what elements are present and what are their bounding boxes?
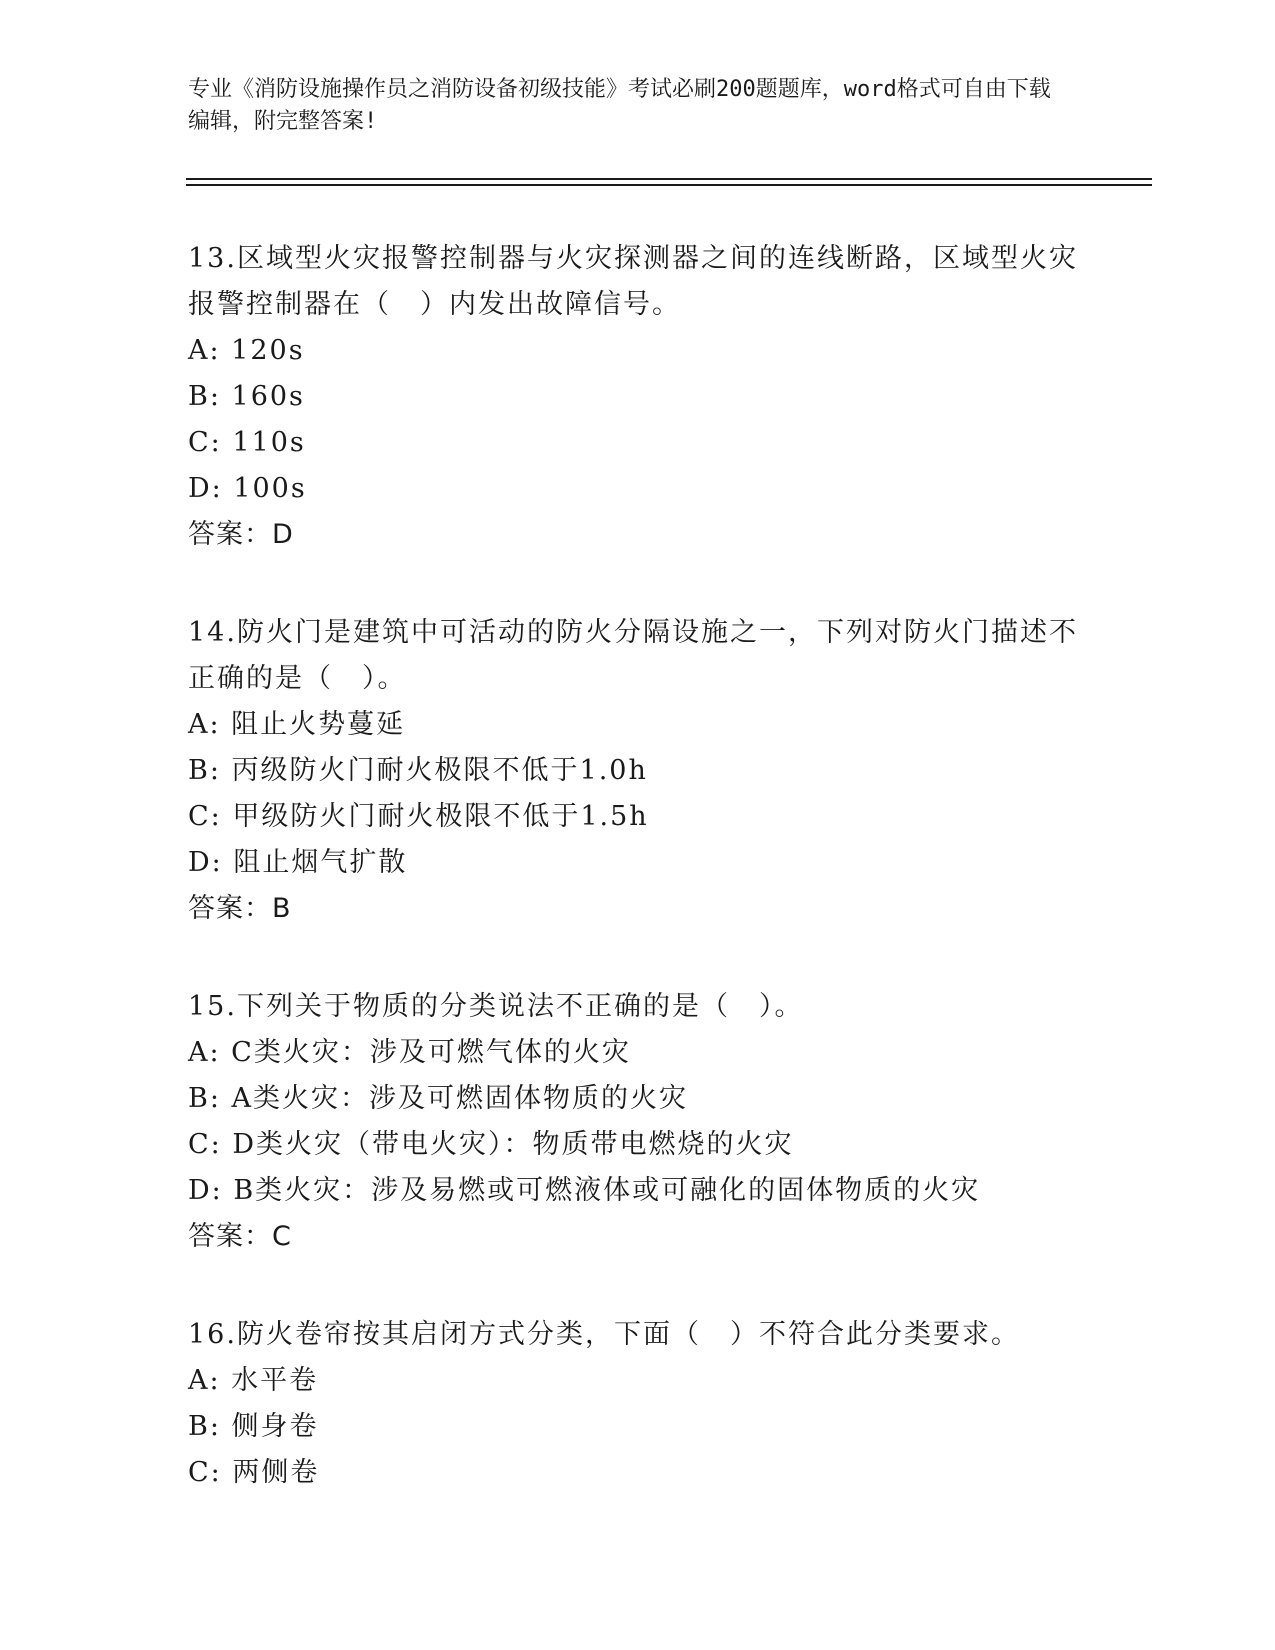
answer-line: 答案：B (188, 893, 292, 924)
question-16 (188, 1312, 1088, 1496)
option-b: B: 侧身卷 (188, 1411, 319, 1442)
header-rule-bottom (186, 184, 1152, 186)
question-text: 13.区域型火灾报警控制器与火灾探测器之间的连线断路，区域型火灾报警控制器在（ ）内发出故障信号。 (188, 243, 1078, 320)
question-14 (188, 610, 1088, 932)
answer-line: 答案：D (188, 519, 294, 550)
option-c: C: 甲级防火门耐火极限不低于1.5h (188, 801, 649, 832)
option-d: D: B类火灾：涉及易燃或可燃液体或可融化的固体物质的火灾 (188, 1175, 981, 1206)
option-a: A: C类火灾：涉及可燃气体的火灾 (188, 1037, 631, 1068)
option-a: A: 水平卷 (188, 1365, 319, 1396)
document-header: 专业《消防设施操作员之消防设备初级技能》考试必刷200题题库，word格式可自由下载编辑，附完整答案! (188, 77, 1051, 134)
option-b: B: 丙级防火门耐火极限不低于1.0h (188, 755, 648, 786)
option-b: B: A类火灾：涉及可燃固体物质的火灾 (188, 1083, 689, 1114)
question-15 (188, 984, 1088, 1260)
option-c: C: 110s (188, 427, 306, 458)
option-d: D: 100s (188, 473, 307, 504)
answer-line: 答案：C (188, 1221, 292, 1252)
question-text: 16.防火卷帘按其启闭方式分类，下面（ ）不符合此分类要求。 (188, 1319, 1020, 1350)
question-text: 14.防火门是建筑中可活动的防火分隔设施之一，下列对防火门描述不正确的是（ ）。 (188, 617, 1078, 694)
question-list (188, 236, 1088, 1548)
option-a: A: 120s (188, 335, 305, 366)
option-c: C: 两侧卷 (188, 1457, 320, 1488)
option-a: A: 阻止火势蔓延 (188, 709, 406, 740)
option-c: C: D类火灾（带电火灾）：物质带电燃烧的火灾 (188, 1129, 794, 1160)
question-13 (188, 236, 1088, 558)
header-rule-top (186, 178, 1152, 180)
option-b: B: 160s (188, 381, 305, 412)
option-d: D: 阻止烟气扩散 (188, 847, 408, 878)
question-text: 15.下列关于物质的分类说法不正确的是（ ）。 (188, 991, 804, 1022)
